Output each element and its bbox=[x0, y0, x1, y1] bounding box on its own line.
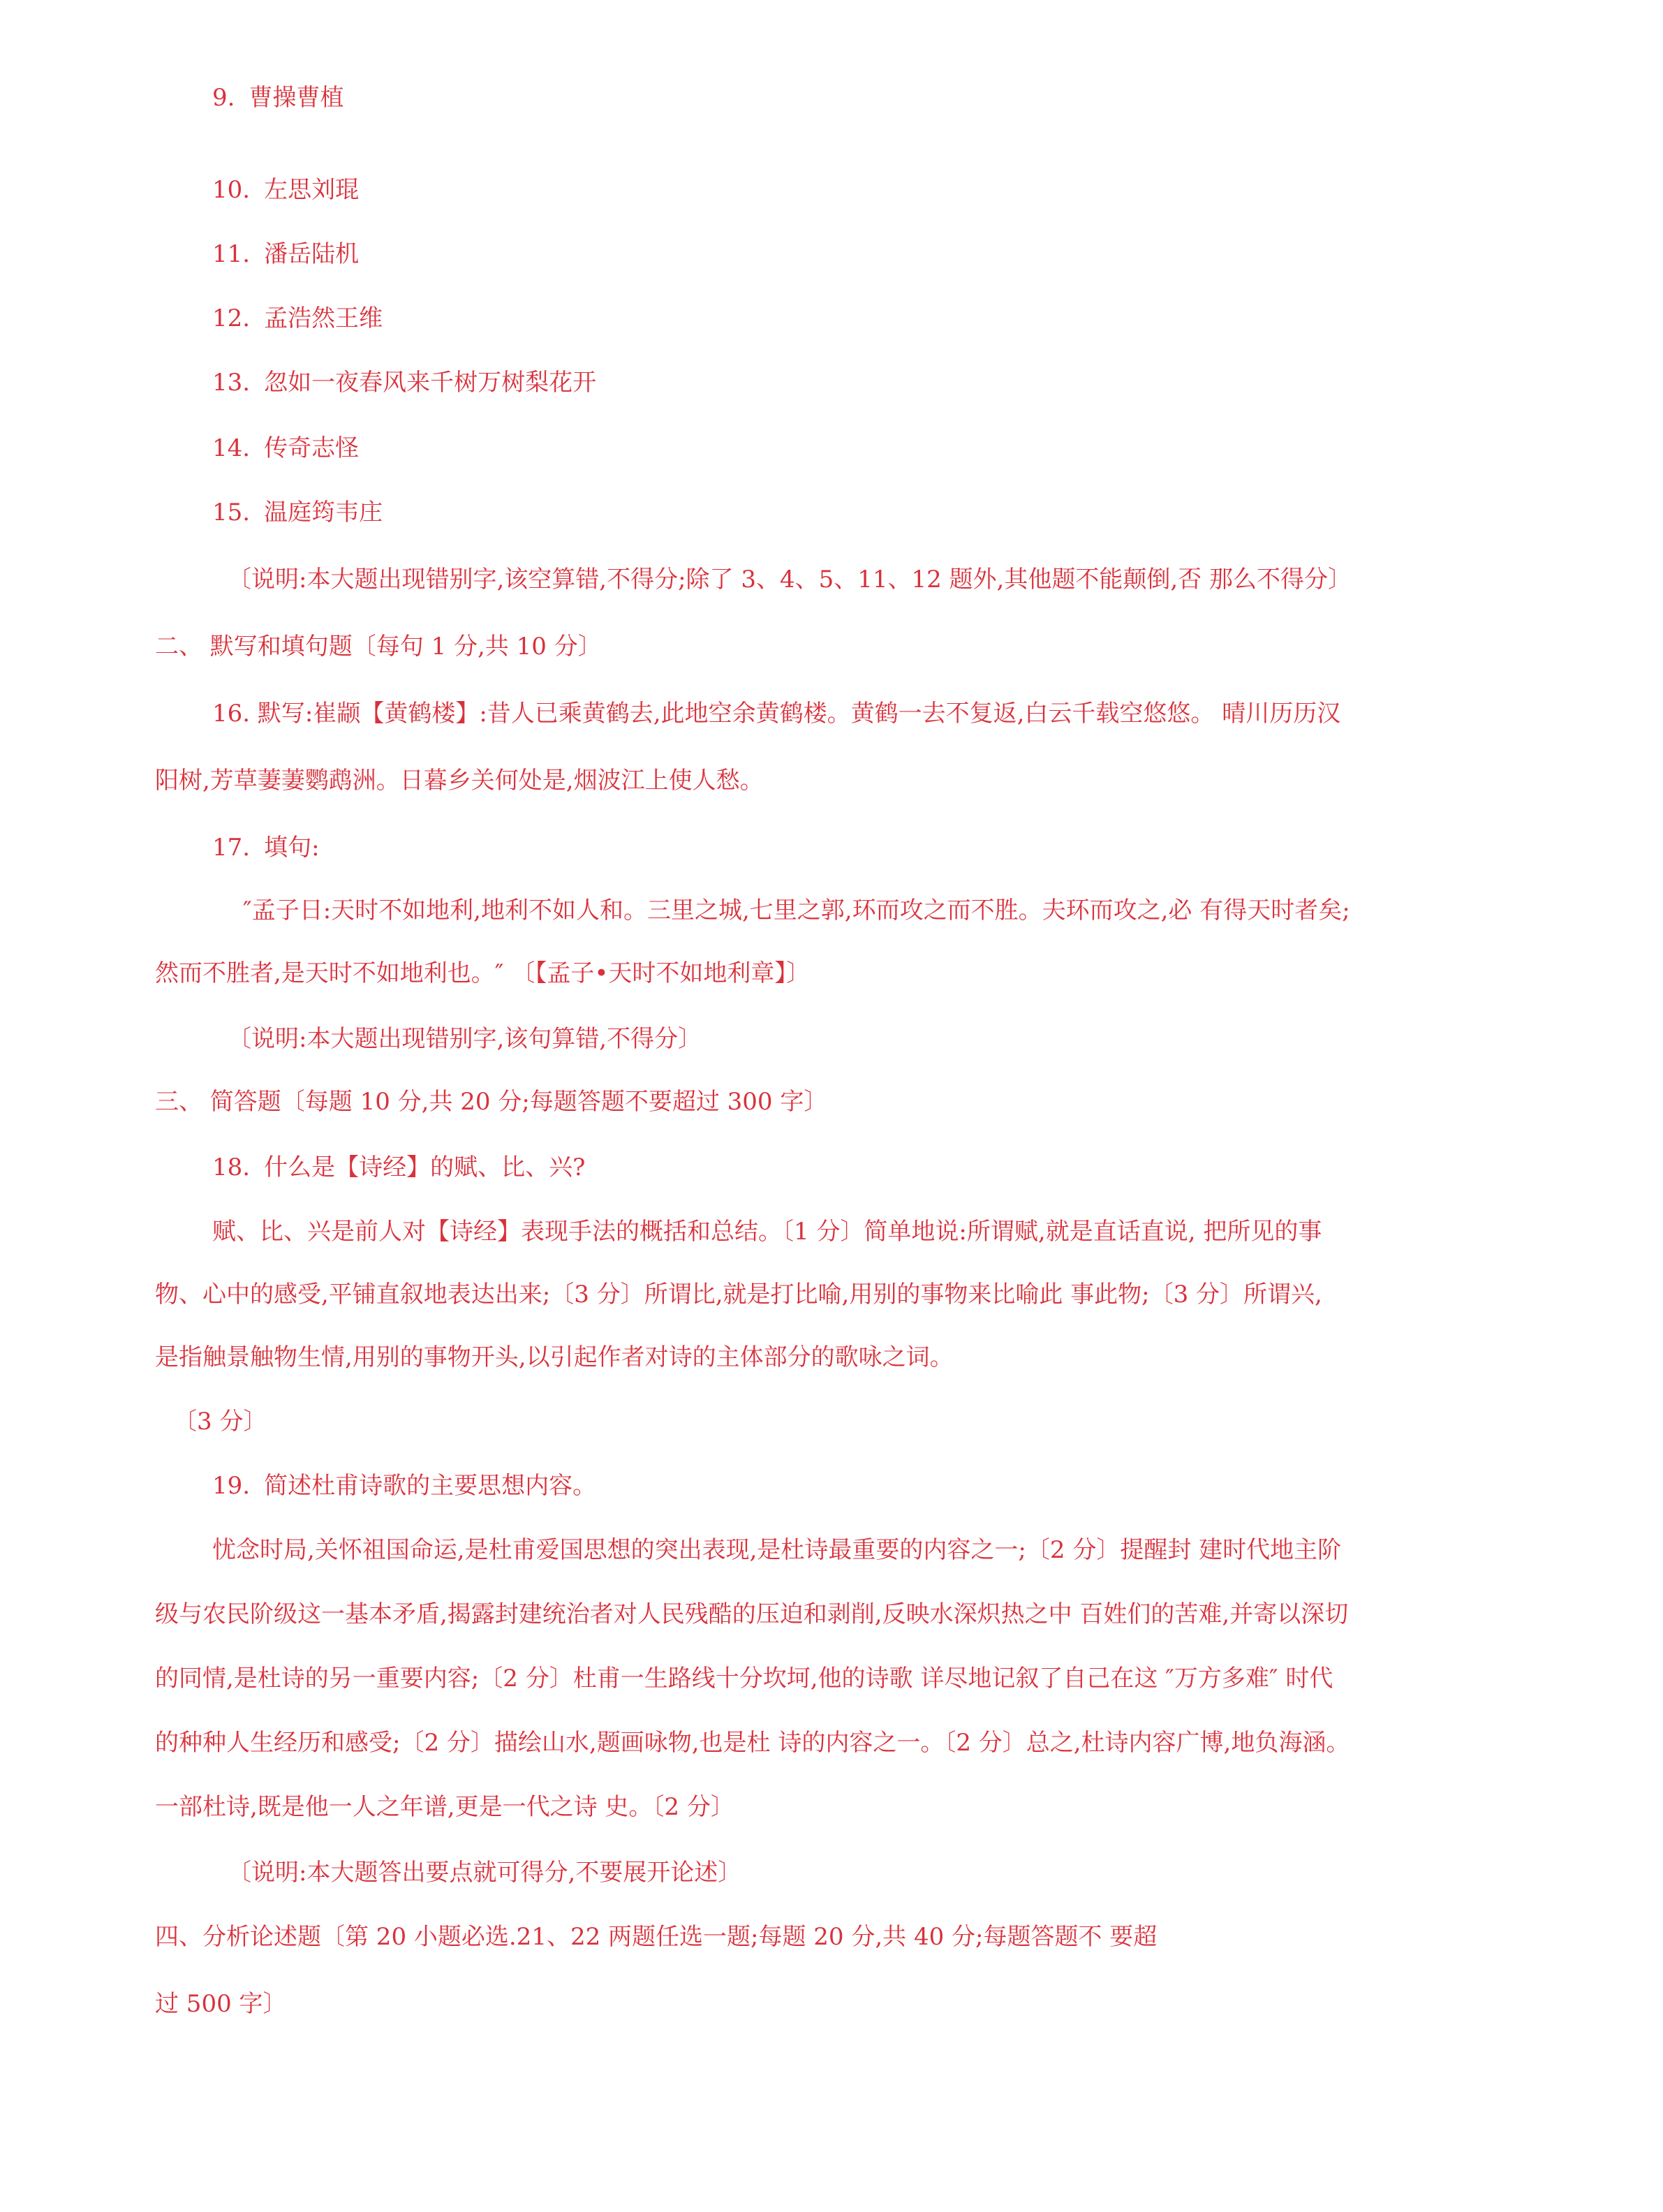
q18-answer-line3: 是指触景触物生情,用别的事物开头,以引起作者对诗的主体部分的歌咏之词。 bbox=[155, 1343, 954, 1371]
section3-heading: 三、 简答题〔每题 10 分,共 20 分;每题答题不要超过 300 字〕 bbox=[155, 1088, 828, 1116]
q16-line1: 16. 默写:崔颛【黄鹤楼】:昔人已乘黄鹤去,此地空余黄鹤楼。黄鹤一去不复返,白云千载空悠悠。 晴川历历汉 bbox=[212, 700, 1341, 728]
answer-text: 孟浩然王维 bbox=[264, 304, 383, 332]
answer-number: 10. bbox=[212, 176, 251, 204]
answer-text: 传奇志怪 bbox=[264, 434, 360, 462]
q18-answer-line4: 〔3 分〕 bbox=[173, 1408, 267, 1436]
question-text: 填句: bbox=[264, 834, 320, 862]
answer-number: 12. bbox=[212, 304, 251, 332]
q17-title bbox=[212, 832, 320, 863]
answer-number: 14. bbox=[212, 434, 251, 462]
answer-11 bbox=[212, 239, 359, 270]
q16-line2: 阳树,芳草萋萋鹦鹉洲。日暮乡关何处是,烟波江上使人愁。 bbox=[155, 767, 764, 795]
answer-number: 11. bbox=[212, 240, 251, 268]
answer-number: 9. bbox=[212, 84, 235, 112]
q19-answer-line1: 忧念时局,关怀祖国命运,是杜甫爱国思想的突出表现,是杜诗最重要的内容之一;〔2 分〕提醒封 建时代地主阶 bbox=[212, 1536, 1342, 1564]
answer-15 bbox=[212, 497, 383, 528]
answer-text: 左思刘琨 bbox=[264, 176, 360, 204]
q18-title bbox=[212, 1152, 585, 1183]
answer-13 bbox=[212, 367, 596, 398]
q19-title bbox=[212, 1470, 596, 1501]
question-text: 简述杜甫诗歌的主要思想内容。 bbox=[264, 1472, 597, 1500]
section4-heading-line1: 四、分析论述题〔第 20 小题必选.21、22 两题任选一题;每题 20 分,共 40 分;每题答题不 要超 bbox=[155, 1923, 1158, 1951]
answer-number: 13. bbox=[212, 369, 251, 397]
section4-heading-line2: 过 500 字〕 bbox=[155, 1990, 287, 2018]
question-number: 18. bbox=[212, 1153, 251, 1181]
answer-14 bbox=[212, 433, 359, 464]
answer-text: 潘岳陆机 bbox=[264, 240, 360, 268]
answer-10 bbox=[212, 175, 359, 205]
question-number: 17. bbox=[212, 834, 251, 862]
note-section2: 〔说明:本大题出现错别字,该句算错,不得分〕 bbox=[228, 1025, 702, 1053]
answer-text: 曹操曹植 bbox=[249, 84, 344, 112]
q19-answer-line2: 级与农民阶级这一基本矛盾,揭露封建统治者对人民残酷的压迫和剥削,反映水深炽热之中 百姓们的苦难,并寄以深切 bbox=[155, 1600, 1349, 1628]
note-section3: 〔说明:本大题答出要点就可得分,不要展开论述〕 bbox=[228, 1859, 742, 1887]
question-text: 什么是【诗经】的赋、比、兴? bbox=[264, 1153, 586, 1181]
answer-text: 温庭筠韦庄 bbox=[264, 499, 383, 526]
q19-answer-line4: 的种种人生经历和感受;〔2 分〕描绘山水,题画咏物,也是杜 诗的内容之一。〔2 分〕总之,杜诗内容广博,地负海涵。 bbox=[155, 1729, 1350, 1757]
section2-heading: 二、 默写和填句题〔每句 1 分,共 10 分〕 bbox=[155, 633, 602, 661]
q19-answer-line5: 一部杜诗,既是他一人之年谱,更是一代之诗 史。〔2 分〕 bbox=[155, 1793, 734, 1821]
q18-answer-line1: 赋、比、兴是前人对【诗经】表现手法的概括和总结。〔1 分〕简单地说:所谓赋,就是直话直说, 把所见的事 bbox=[212, 1218, 1322, 1246]
question-number: 19. bbox=[212, 1472, 251, 1500]
answer-text: 忽如一夜春风来千树万树梨花开 bbox=[264, 369, 597, 397]
q17-line1: ″孟子日:天时不如地利,地利不如人和。三里之城,七里之郭,环而攻之而不胜。夫环而攻之,必 有得天时者矣; bbox=[243, 897, 1350, 924]
note-section1: 〔说明:本大题出现错别字,该空算错,不得分;除了 3、4、5、11、12 题外,其他题不能颠倒,否 那么不得分〕 bbox=[228, 566, 1352, 593]
answer-9 bbox=[212, 82, 343, 113]
q17-line2: 然而不胜者,是天时不如地利也。″ 〔【孟子•天时不如地利章】〕 bbox=[155, 959, 811, 987]
answer-number: 15. bbox=[212, 499, 251, 526]
q19-answer-line3: 的同情,是杜诗的另一重要内容;〔2 分〕杜甫一生路线十分坎坷,他的诗歌 详尽地记叙了自己在这 ″万方多难″ 时代 bbox=[155, 1665, 1333, 1693]
answer-12 bbox=[212, 303, 383, 334]
q18-answer-line2: 物、心中的感受,平铺直叙地表达出来;〔3 分〕所谓比,就是打比喻,用别的事物来比喻此 事此物;〔3 分〕所谓兴, bbox=[155, 1281, 1322, 1308]
